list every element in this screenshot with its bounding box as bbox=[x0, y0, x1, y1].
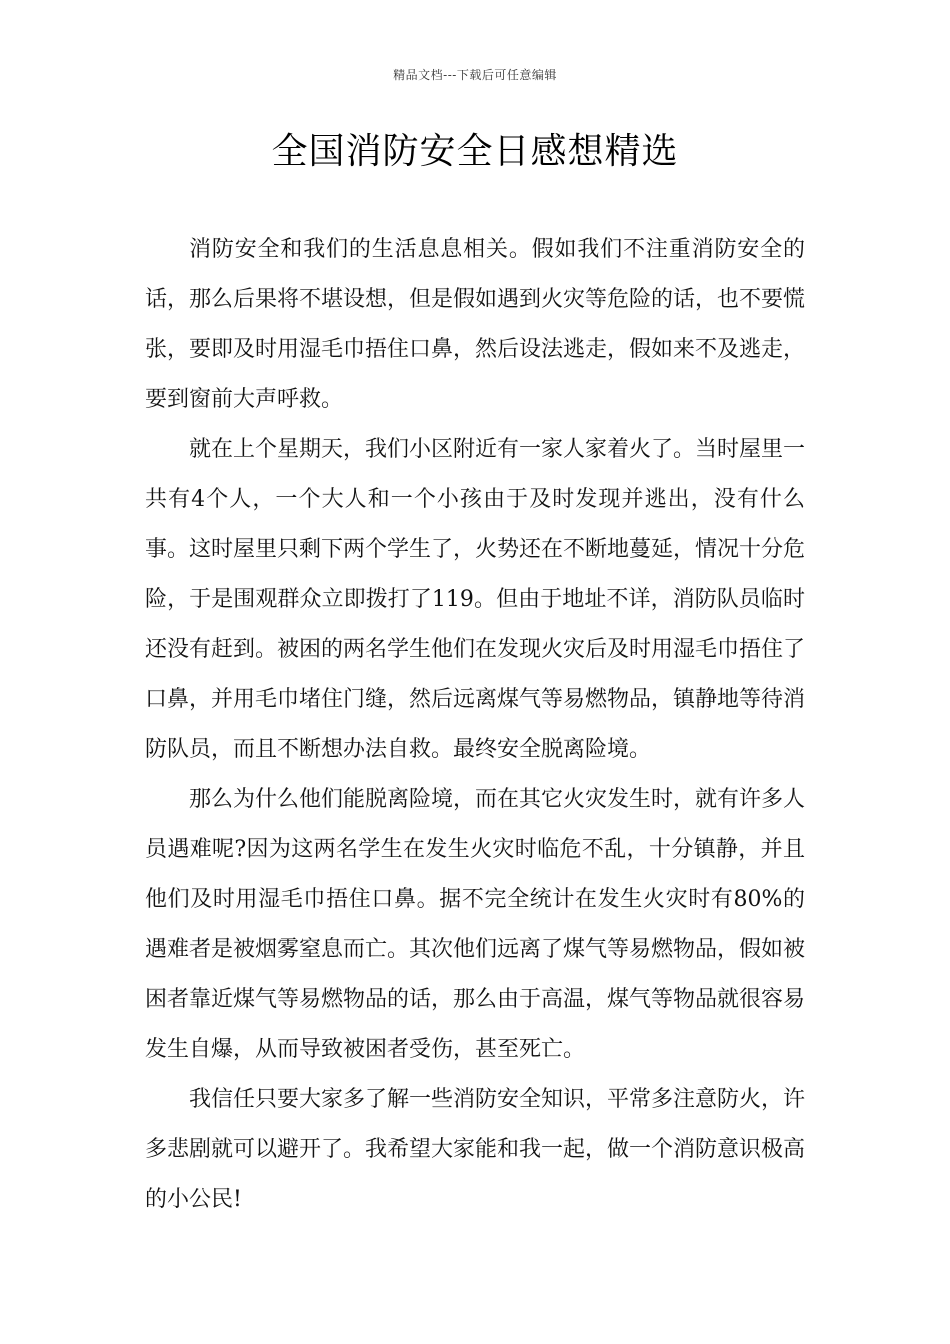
paragraph-4: 我信任只要大家多了解一些消防安全知识，平常多注意防火，许多悲剧就可以避开了。我希望大家能和我一起，做一个消防意识极高的小公民! bbox=[145, 1087, 806, 1212]
paragraph-3: 那么为什么他们能脱离险境，而在其它火灾发生时，就有许多人员遇难呢?因为这两名学生在发生火灾时临危不乱，十分镇静，并且他们及时用湿毛巾捂住口鼻。据不完全统计在发生火灾时有80%的遇难者是被烟雾窒息而亡。其次他们远离了煤气等易燃物品，假如被困者靠近煤气等易燃物品的话，那么由于高温，煤气等物品就很容易发生自爆，从而导致被困者受伤，甚至死亡。 bbox=[145, 787, 806, 1062]
paragraph-2: 就在上个星期天，我们小区附近有一家人家着火了。当时屋里一共有4个人，一个大人和一个小孩由于及时发现并逃出，没有什么事。这时屋里只剩下两个学生了，火势还在不断地蔓延，情况十分危险，于是围观群众立即拨打了119。但由于地址不详，消防队员临时还没有赶到。被困的两名学生他们在发现火灾后及时用湿毛巾捂住了口鼻，并用毛巾堵住门缝，然后远离煤气等易燃物品，镇静地等待消防队员，而且不断想办法自救。最终安全脱离险境。 bbox=[145, 437, 806, 762]
document-body bbox=[145, 225, 805, 1225]
header-note: 精品文档---下载后可任意编辑 bbox=[393, 68, 557, 82]
document-title: 全国消防安全日感想精选 bbox=[271, 131, 679, 172]
paragraph-1: 消防安全和我们的生活息息相关。假如我们不注重消防安全的话，那么后果将不堪设想，但是假如遇到火灾等危险的话，也不要慌张，要即及时用湿毛巾捂住口鼻，然后设法逃走，假如来不及逃走，要到窗前大声呼救。 bbox=[145, 237, 806, 412]
